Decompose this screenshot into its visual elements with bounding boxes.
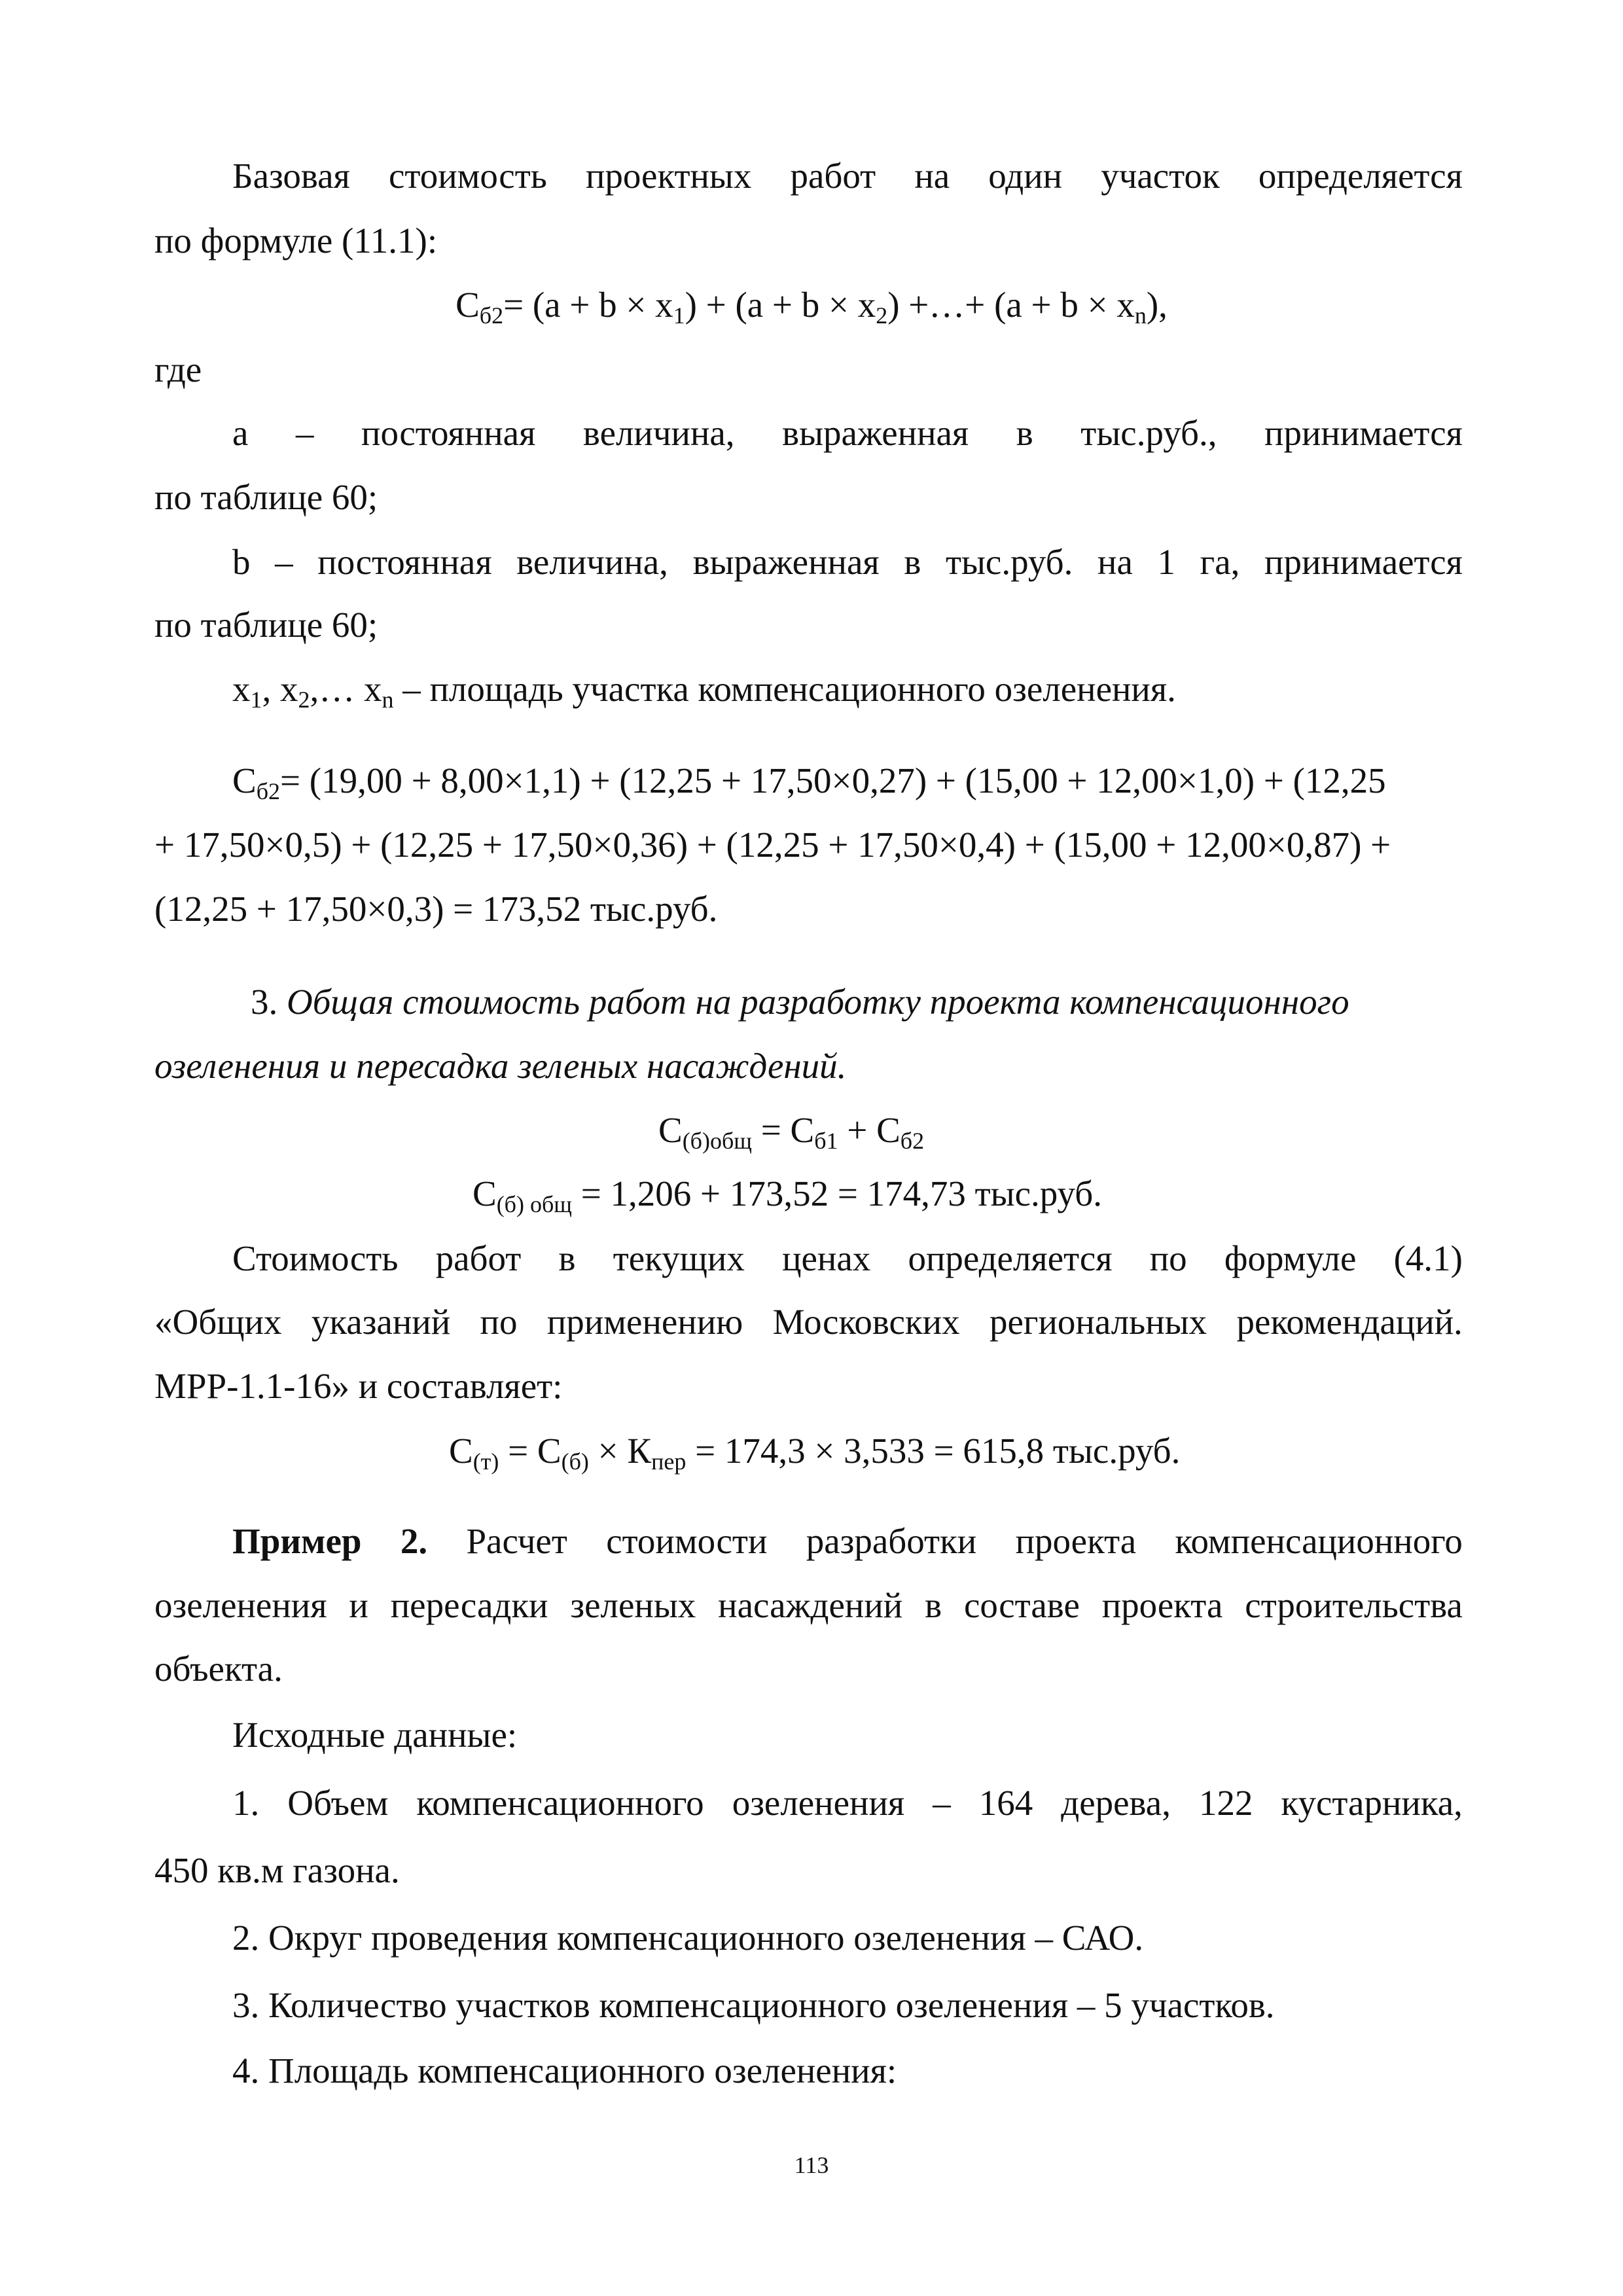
definition-a-line1: a – постоянная величина, выраженная в тыс.руб., принимается (232, 413, 1463, 453)
item-4: 4. Площадь компенсационного озеленения: (232, 2051, 897, 2090)
calculation-line3: (12,25 + 17,50×0,3) = 173,52 тыс.руб. (154, 889, 718, 929)
section-3-title-line1: 3. Общая стоимость работ на разработку проекта компенсационного (251, 982, 1349, 1022)
formula-11-1: $С_{б2}= (a + b \times x_1) + (a + b \times x_2)$ +…+ $(a + b \times x_n)$, (455, 285, 1168, 329)
calculation-line1: $С_{б2}= (19,00 + 8,00\times 1,1) + (12,25 + 17,50\times 0,27) + (15,00 + 12,00\times 1,0) + (12,25$ (232, 761, 1386, 804)
calculation-line2: + 17,50×0,5) + (12,25 + 17,50×0,36) + (12,25 + 17,50×0,4) + (15,00 + 12,00×0,87) + (154, 825, 1391, 865)
where-label: где (154, 350, 202, 389)
current-prices-line1: Стоимость работ в текущих ценах определяется по формуле (4.1) (232, 1238, 1463, 1278)
definition-a-line2: по таблице 60; (154, 477, 378, 517)
definition-b-line2: по таблице 60; (154, 605, 378, 645)
item-1-line1: 1. Объем компенсационного озеленения – 164 дерева, 122 кустарника, (232, 1783, 1463, 1823)
section-3-title-line2: озеленения и пересадка зеленых насаждений. (154, 1046, 847, 1086)
page-number: 113 (794, 2152, 829, 2178)
item-1-line2: 450 кв.м газона. (154, 1850, 400, 1890)
item-3: 3. Количество участков компенсационного озеленения – 5 участков. (232, 1985, 1275, 2025)
example-2-line1: Пример 2. Расчет стоимости разработки проекта компенсационного (232, 1521, 1463, 1561)
paragraph-base-cost-line2: по формуле (11.1): (154, 221, 438, 260)
definition-b-line1: b – постоянная величина, выраженная в тыс.руб. на 1 га, принимается (232, 542, 1463, 582)
initial-data-heading: Исходные данные: (232, 1715, 518, 1755)
formula-current-cost: $С_{(т)} = С_{(б)} \times К_{пер} = 174,3 \times 3,533 = 615,8$ тыс.руб. (449, 1431, 1181, 1475)
current-prices-line2: «Общих указаний по применению Московских региональных рекомендаций. (154, 1302, 1463, 1342)
formula-total-base-value: $С_{(б) общ} = 1,206 + 173,52 = 174,73$ тыс.руб. (473, 1174, 1103, 1217)
example-2-line2: озеленения и пересадки зеленых насаждений в составе проекта строительства (154, 1585, 1463, 1625)
formula-total-base: $С_{(б)общ} = С_{б1} + С_{б2}$ (658, 1110, 925, 1154)
example-2-line3: объекта. (154, 1649, 283, 1689)
item-2: 2. Округ проведения компенсационного озеленения – САО. (232, 1918, 1144, 1958)
paragraph-base-cost-line1: Базовая стоимость проектных работ на один участок определяется (232, 156, 1463, 196)
current-prices-line3: МРР-1.1-16» и составляет: (154, 1366, 563, 1406)
definition-x: $x_1$, $x_2,\dots$ $x_n$ – площадь участка компенсационного озеленения. (232, 669, 1176, 713)
